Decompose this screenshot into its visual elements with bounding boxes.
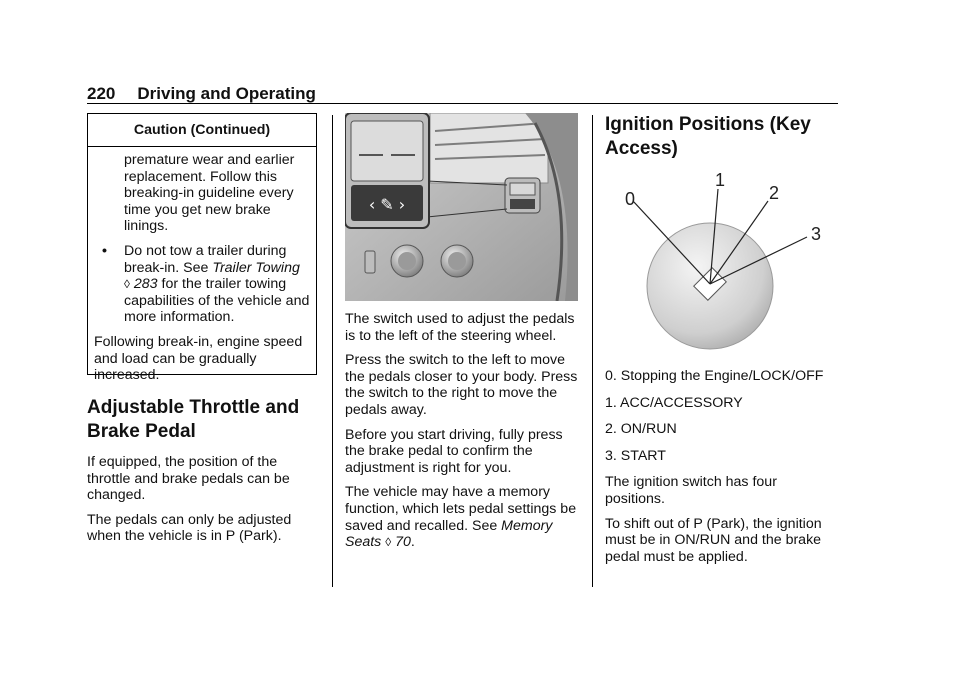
bullet-icon: • xyxy=(102,242,107,259)
adjustable-pedal-p6: The vehicle may have a memory function, which lets pedal settings be saved and recalled. See Memory Seats ◊ 70. xyxy=(345,484,577,551)
column-divider-2 xyxy=(592,115,593,587)
ignition-position-3: 3. START xyxy=(605,447,666,464)
caution-bullet xyxy=(94,243,310,326)
dial-label-1: 1 xyxy=(715,171,726,190)
ignition-title: Ignition Positions (Key Access) xyxy=(605,114,811,159)
ignition-position-1: 1. ACC/ACCESSORY xyxy=(605,394,743,411)
caution-closing-text: Following break-in, engine speed and load can be gradually increased. xyxy=(94,333,303,384)
pedal-switch-illustration xyxy=(345,113,578,301)
svg-text:‹ ✎ ›: ‹ ✎ › xyxy=(368,195,406,214)
header-rule xyxy=(87,103,838,104)
adjustable-pedal-p4: Press the switch to the left to move the pedals closer to your body. Press the switch to the right to move the pedals away. xyxy=(345,352,578,418)
caution-bullet-text: Do not tow a trailer during break-in. See Trailer Towing ◊ 283 for the trailer towing capabilities of the vehicle and more information. xyxy=(124,242,310,326)
memory-seats-link[interactable]: Memory Seats xyxy=(345,517,553,551)
page-number: 220 xyxy=(87,84,116,103)
page-header-title: Driving and Operating xyxy=(137,84,316,103)
caution-title: Caution (Continued) xyxy=(88,114,316,147)
adjustable-pedal-title: Adjustable Throttle and Brake Pedal xyxy=(87,397,300,442)
adjustable-pedal-p3: The switch used to adjust the pedals is to the left of the steering wheel. xyxy=(345,311,575,344)
memory-seats-page-ref[interactable]: 70 xyxy=(395,534,411,551)
ignition-position-2: 2. ON/RUN xyxy=(605,421,677,438)
caution-box xyxy=(87,113,317,384)
dial-label-3: 3 xyxy=(811,224,822,244)
adjustable-pedal-p2: The pedals can only be adjusted when the vehicle is in P (Park). xyxy=(87,511,292,545)
pedal-switch-column xyxy=(345,113,580,559)
caution-continued-text: premature wear and earlier replacement. Follow this breaking-in guideline every time you get new brake linings. xyxy=(124,152,295,235)
dial-label-0: 0 xyxy=(625,189,636,209)
adjustable-pedal-section xyxy=(87,396,319,553)
trailer-towing-link[interactable]: Trailer Towing xyxy=(212,259,300,276)
ignition-p1: The ignition switch has four positions. xyxy=(605,474,777,507)
adjustable-pedal-p5: Before you start driving, fully press the brake pedal to confirm the adjustment is right for you. xyxy=(345,426,563,476)
column-divider-1 xyxy=(332,115,333,587)
page-header xyxy=(87,84,316,104)
dial-label-2: 2 xyxy=(769,183,780,203)
ignition-dial-illustration xyxy=(605,171,837,356)
ignition-position-0: 0. Stopping the Engine/LOCK/OFF xyxy=(605,368,824,384)
ignition-section xyxy=(605,113,840,573)
adjustable-pedal-p1: If equipped, the position of the throttle and brake pedals can be changed. xyxy=(87,454,290,504)
caution-body xyxy=(88,147,316,384)
page-ref-icon: ◊ xyxy=(385,535,392,550)
ignition-p2: To shift out of P (Park), the ignition must be in ON/RUN and the brake pedal must be applied. xyxy=(605,515,822,565)
page-ref-icon: ◊ xyxy=(124,277,130,292)
trailer-towing-page-ref[interactable]: 283 xyxy=(133,276,158,293)
